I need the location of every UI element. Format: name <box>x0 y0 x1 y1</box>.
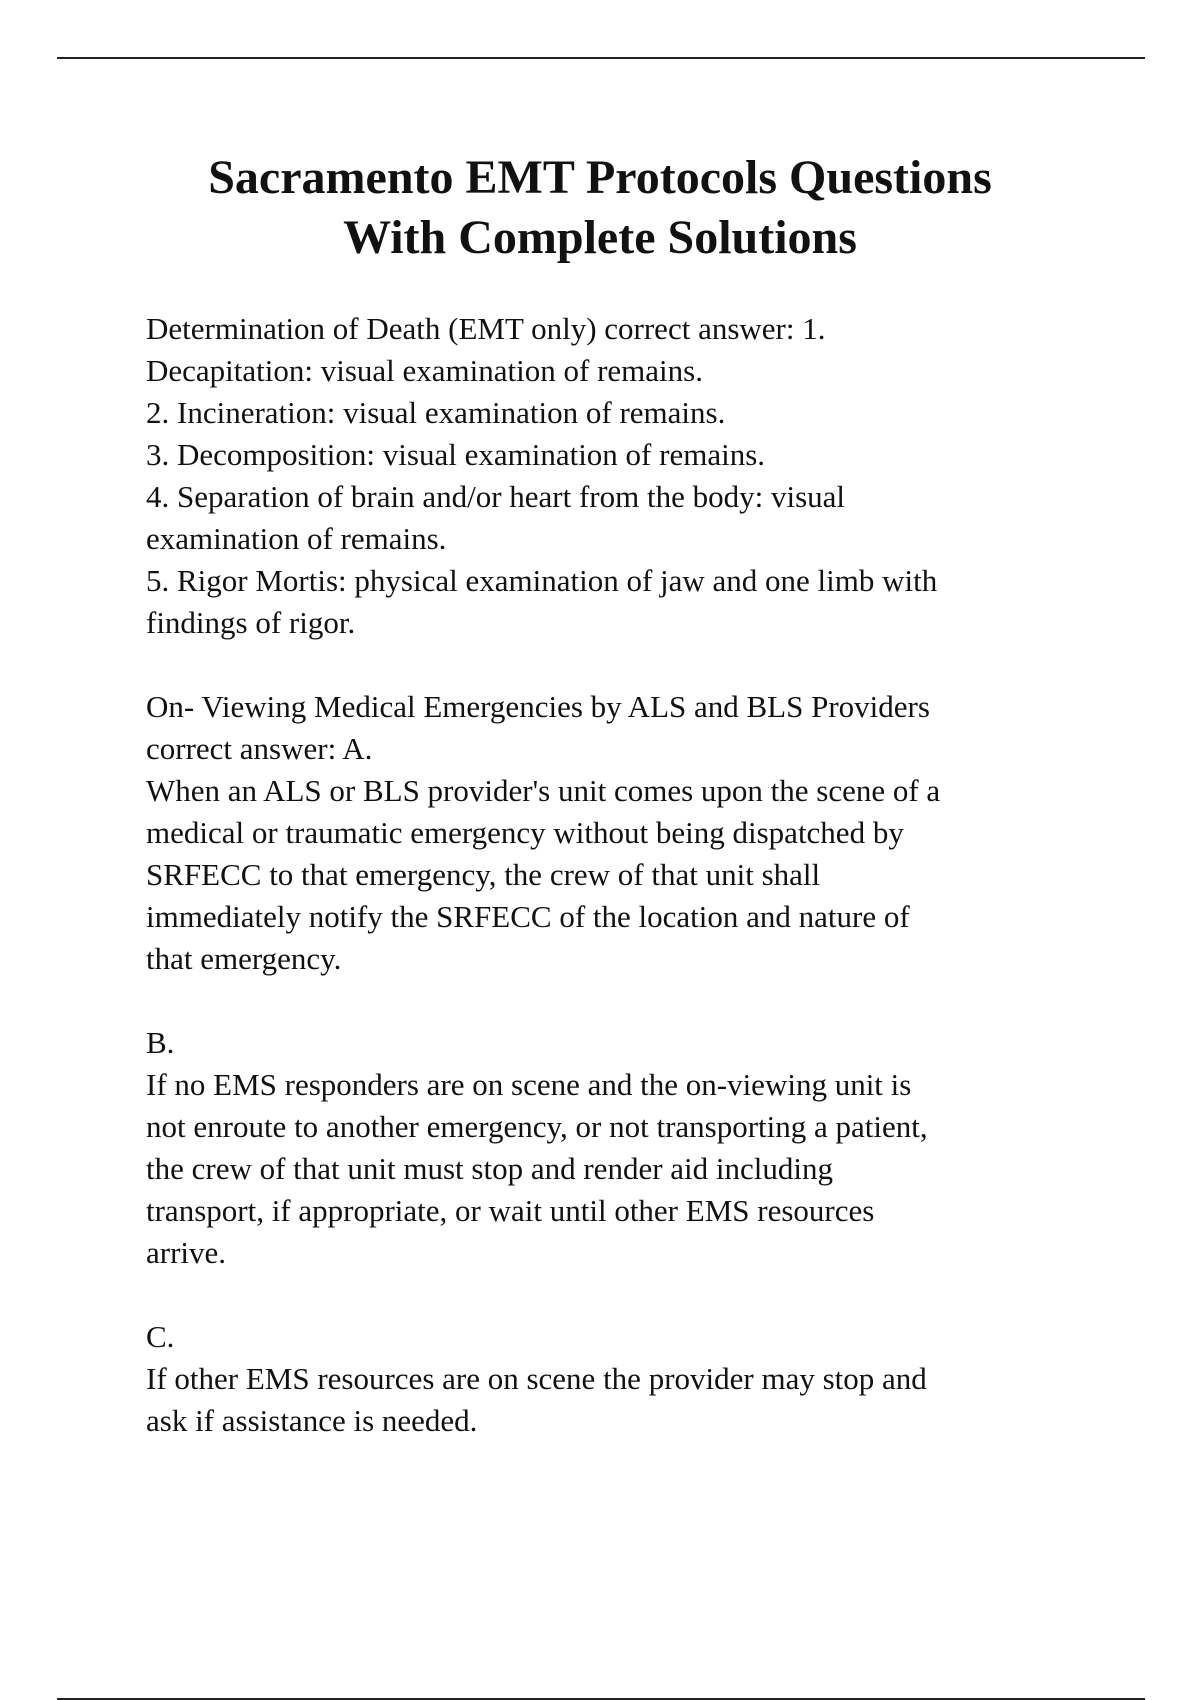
text-line: 5. Rigor Mortis: physical examination of jaw and one limb with <box>146 563 938 598</box>
section-c <box>146 1316 1106 1442</box>
text-line: medical or traumatic emergency without being dispatched by <box>146 815 904 850</box>
section-b <box>146 1022 1106 1274</box>
text-line: not enroute to another emergency, or not transporting a patient, <box>146 1109 928 1144</box>
text-line: Decapitation: visual examination of remains. <box>146 353 703 388</box>
section-on-viewing-emergencies <box>146 686 1106 980</box>
text-line: transport, if appropriate, or wait until other EMS resources <box>146 1193 875 1228</box>
document-body <box>146 308 1106 1442</box>
text-line: that emergency. <box>146 941 342 976</box>
document-title <box>0 148 1200 268</box>
text-line: correct answer: A. <box>146 731 373 766</box>
text-line: On- Viewing Medical Emergencies by ALS and BLS Providers <box>146 689 930 724</box>
text-line: 2. Incineration: visual examination of remains. <box>146 395 726 430</box>
text-line: SRFECC to that emergency, the crew of that unit shall <box>146 857 821 892</box>
text-line: B. <box>146 1025 175 1060</box>
text-line: immediately notify the SRFECC of the location and nature of <box>146 899 910 934</box>
text-line: 3. Decomposition: visual examination of remains. <box>146 437 766 472</box>
text-line: Determination of Death (EMT only) correct answer: 1. <box>146 311 826 346</box>
text-line: When an ALS or BLS provider's unit comes upon the scene of a <box>146 773 941 808</box>
top-rule <box>57 57 1145 59</box>
text-line: ask if assistance is needed. <box>146 1403 478 1438</box>
text-line: arrive. <box>146 1235 227 1270</box>
text-line: findings of rigor. <box>146 605 356 640</box>
text-line: the crew of that unit must stop and render aid including <box>146 1151 833 1186</box>
title-line-2: With Complete Solutions <box>343 211 857 264</box>
title-line-1: Sacramento EMT Protocols Questions <box>208 151 992 204</box>
text-line: If no EMS responders are on scene and the on-viewing unit is <box>146 1067 912 1102</box>
paragraph-gap <box>146 980 1106 1022</box>
text-line: 4. Separation of brain and/or heart from the body: visual <box>146 479 846 514</box>
text-line: examination of remains. <box>146 521 447 556</box>
paragraph-gap <box>146 1274 1106 1316</box>
section-determination-of-death <box>146 308 1106 644</box>
text-line: If other EMS resources are on scene the provider may stop and <box>146 1361 927 1396</box>
text-line: C. <box>146 1319 175 1354</box>
paragraph-gap <box>146 644 1106 686</box>
